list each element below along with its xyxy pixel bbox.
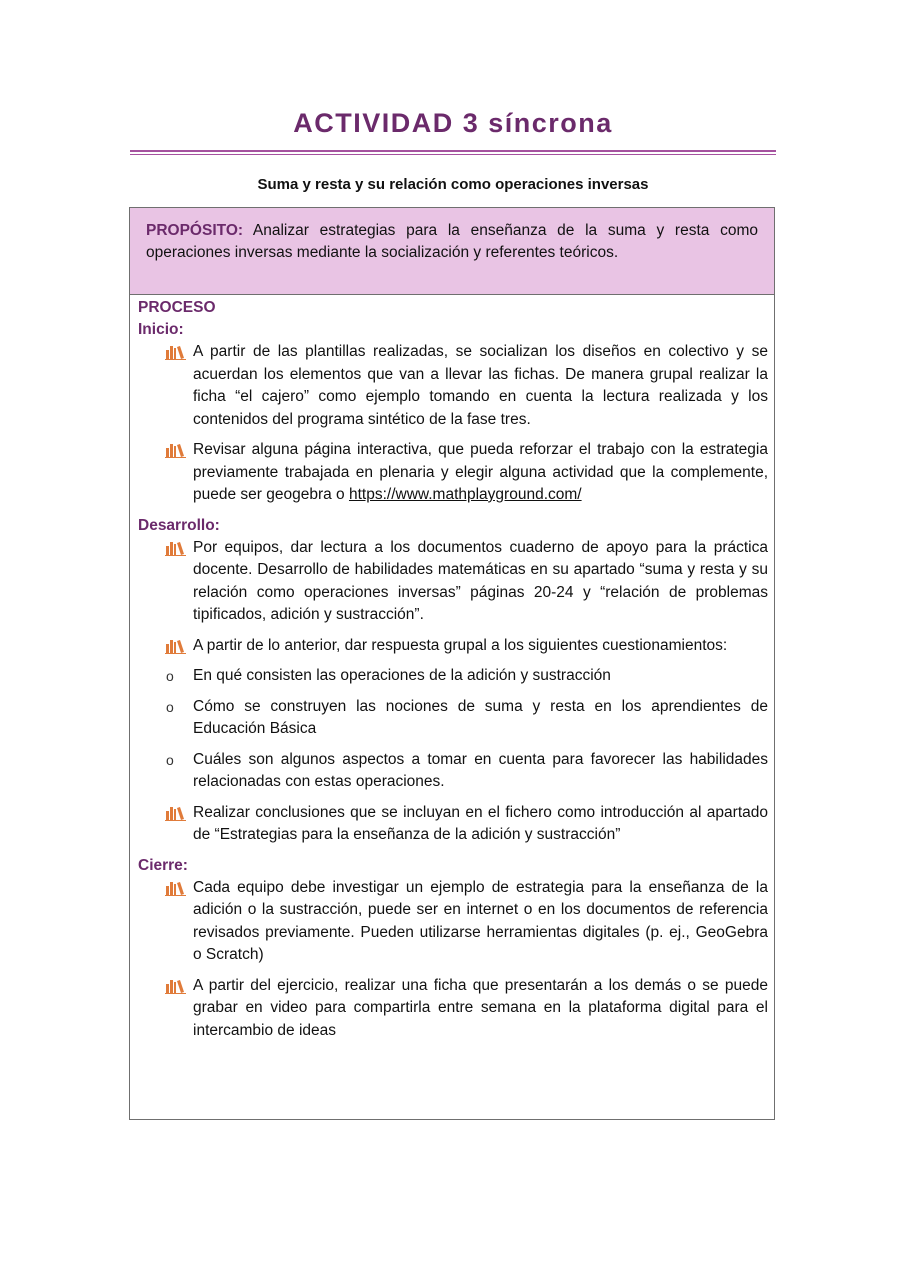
list-item [138,537,768,627]
inicio-heading: Inicio: [138,321,184,338]
list-item [138,341,768,431]
purpose-section [130,208,774,295]
question-text: Cómo se construyen las nociones de suma y resta en los aprendientes de Educación Básica [193,697,768,737]
books-bullet-icon [165,442,187,458]
question-text: Cuáles son algunos aspectos a tomar en cuenta para favorecer las habilidades relacionadas con estas operaciones. [193,750,768,790]
list-item-text: Por equipos, dar lectura a los documentos cuaderno de apoyo para la práctica docente. Desarrollo de habilidades matemáticas en su apartado “suma y resta y su relación como operaciones inversas” páginas 20-24 y “relación de problemas tipificados, adición y sustracción”. [193,538,768,623]
list-item-text: Cada equipo debe investigar un ejemplo de estrategia para la enseñanza de la adición o la sustracción, puede ser en internet o en los documentos de referencia revisados previamente. Pueden utilizarse herramientas digitales (p. ej., GeoGebra o Scratch) [193,878,768,963]
circle-bullet-icon: o [166,698,174,715]
question-item [138,749,768,794]
books-bullet-icon [165,805,187,821]
question-item [138,665,768,688]
books-bullet-icon [165,344,187,360]
purpose-label: PROPÓSITO: [146,222,244,239]
books-bullet-icon [165,638,187,654]
question-item [138,696,768,741]
process-heading: PROCESO [138,299,216,316]
activity-box [129,207,775,1120]
list-item-text: A partir de lo anterior, dar respuesta grupal a los siguientes cuestionamientos: [193,636,728,654]
page-subtitle: Suma y resta y su relación como operaciones inversas [257,176,649,193]
process-section [138,297,768,1050]
list-item-text: A partir del ejercicio, realizar una ficha que presentarán a los demás o se puede grabar en video para compartirla entre semana en la plataforma digital para el intercambio de ideas [193,976,768,1039]
cierre-heading: Cierre: [138,856,188,874]
question-text: En qué consisten las operaciones de la adición y sustracción [193,667,611,684]
list-item-text: A partir de las plantillas realizadas, se socializan los diseños en colectivo y se acuerdan los elementos que van a llevar las fichas. De manera grupal realizar la ficha “el cajero” como ejemplo tomando en cuenta la lectura realizada y los contenidos del programa sintético de la fase tres. [193,343,768,428]
books-bullet-icon [165,978,187,994]
title-rule-bottom [130,154,776,155]
circle-bullet-icon: o [166,751,174,768]
mathplayground-link[interactable]: https://www.mathplayground.com/ [348,486,582,503]
purpose-text: Analizar estrategias para la enseñanza de la suma y resta como operaciones inversas mediante la socialización y referentes teóricos. [146,222,758,261]
list-item-text: Revisar alguna página interactiva, que pueda reforzar el trabajo con la estrategia previamente trabajada en plenaria y elegir alguna actividad que la complemente, puede ser geogebra o [193,441,768,503]
title-rule-top [130,150,776,152]
list-item [138,877,768,967]
list-item-text: Realizar conclusiones que se incluyan en el fichero como introducción al apartado de “Estrategias para la enseñanza de la adición y sustracción” [193,803,768,843]
desarrollo-heading: Desarrollo: [138,516,220,534]
list-item [138,635,768,658]
circle-bullet-icon: o [166,668,174,684]
list-item [138,439,768,507]
books-bullet-icon [165,880,187,896]
books-bullet-icon [165,540,187,556]
list-item [138,975,768,1043]
list-item [138,802,768,847]
page-title: ACTIVIDAD 3 síncrona [293,108,613,138]
